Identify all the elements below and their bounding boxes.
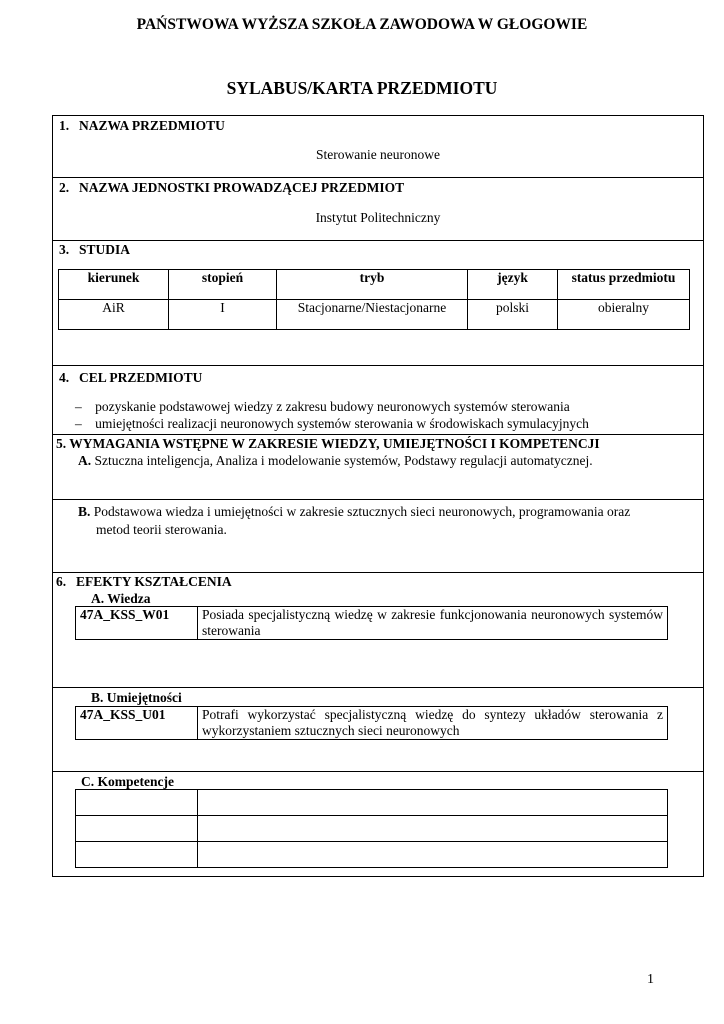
section-learning-outcomes bbox=[53, 573, 703, 876]
knowledge-row bbox=[76, 607, 668, 640]
studies-header-row bbox=[59, 270, 690, 300]
section-2-heading bbox=[59, 180, 404, 196]
skills-label: B. Umiejętności bbox=[91, 690, 182, 705]
dash-icon: – bbox=[75, 416, 82, 431]
course-name-value: Sterowanie neuronowe bbox=[315, 147, 441, 162]
school-name: PAŃSTWOWA WYŻSZA SZKOŁA ZAWODOWA W GŁOGOWIE bbox=[136, 16, 588, 33]
section-3-title: STUDIA bbox=[79, 242, 131, 257]
section-prerequisites bbox=[53, 435, 703, 573]
dash-icon: – bbox=[75, 399, 82, 414]
section-6-number: 6. bbox=[56, 574, 67, 589]
section-course-goal bbox=[53, 366, 703, 436]
col-header: kierunek bbox=[59, 270, 169, 300]
col-header: tryb bbox=[277, 270, 468, 300]
section-4-number: 4. bbox=[59, 370, 70, 385]
section-studies bbox=[53, 241, 703, 366]
studies-table bbox=[58, 269, 690, 330]
section-1-number: 1. bbox=[59, 118, 70, 133]
goal-item-text: umiejętności realizacji neuronowych systemów sterowania w środowiskach symulacyjnych bbox=[95, 416, 589, 431]
section-unit bbox=[53, 178, 703, 241]
cell: I bbox=[169, 300, 277, 330]
divider bbox=[53, 687, 703, 688]
competences-label: C. Kompetencje bbox=[81, 774, 174, 789]
cell bbox=[76, 816, 198, 842]
knowledge-table bbox=[75, 606, 668, 640]
divider bbox=[53, 771, 703, 772]
cell bbox=[76, 790, 198, 816]
outcome-desc: Potrafi wykorzystać specjalistyczną wiedzę do syntezy układów sterowania z wykorzystaniem sztucznych sieci neuronowych bbox=[198, 707, 668, 740]
cell: polski bbox=[468, 300, 558, 330]
outcome-desc: Posiada specjalistyczną wiedzę w zakresie funkcjonowania neuronowych systemów sterowania bbox=[198, 607, 668, 640]
syllabus-frame bbox=[52, 115, 704, 877]
knowledge-label: A. Wiedza bbox=[91, 591, 151, 606]
competence-row bbox=[76, 816, 668, 842]
prereq-b bbox=[78, 504, 630, 520]
section-4-title: CEL PRZEDMIOTU bbox=[79, 370, 203, 385]
cell bbox=[198, 816, 668, 842]
skills-row bbox=[76, 707, 668, 740]
skills-table bbox=[75, 706, 668, 740]
goal-item bbox=[75, 416, 589, 432]
section-3-number: 3. bbox=[59, 242, 70, 257]
section-5-heading: 5. WYMAGANIA WSTĘPNE W ZAKRESIE WIEDZY, UMIEJĘTNOŚCI I KOMPETENCJI bbox=[56, 436, 600, 451]
col-header: stopień bbox=[169, 270, 277, 300]
section-6-title: EFEKTY KSZTAŁCENIA bbox=[76, 574, 232, 589]
competence-row bbox=[76, 842, 668, 868]
competences-table bbox=[75, 789, 668, 868]
prereq-a-label: A. bbox=[78, 453, 92, 468]
goal-item bbox=[75, 399, 570, 415]
outcome-code: 47A_KSS_W01 bbox=[76, 607, 198, 640]
col-header: język bbox=[468, 270, 558, 300]
cell bbox=[198, 842, 668, 868]
cell bbox=[76, 842, 198, 868]
unit-value: Instytut Politechniczny bbox=[315, 210, 441, 225]
cell: AiR bbox=[59, 300, 169, 330]
prereq-b-text-cont: metod teorii sterowania. bbox=[96, 522, 227, 537]
prereq-a bbox=[78, 453, 593, 469]
prereq-b-label: B. bbox=[78, 504, 91, 519]
goal-item-text: pozyskanie podstawowej wiedzy z zakresu budowy neuronowych systemów sterowania bbox=[95, 399, 570, 414]
prereq-a-text: Sztuczna inteligencja, Analiza i modelowanie systemów, Podstawy regulacji automatycznej. bbox=[94, 453, 593, 468]
section-1-title: NAZWA PRZEDMIOTU bbox=[79, 118, 225, 133]
outcome-code: 47A_KSS_U01 bbox=[76, 707, 198, 740]
page-number: 1 bbox=[647, 972, 654, 987]
cell: Stacjonarne/Niestacjonarne bbox=[277, 300, 468, 330]
cell bbox=[198, 790, 668, 816]
cell: obieralny bbox=[558, 300, 690, 330]
competence-row bbox=[76, 790, 668, 816]
col-header: status przedmiotu bbox=[558, 270, 690, 300]
section-6-heading bbox=[56, 574, 232, 590]
section-3-heading bbox=[59, 242, 130, 258]
section-2-title: NAZWA JEDNOSTKI PROWADZĄCEJ PRZEDMIOT bbox=[79, 180, 405, 195]
section-2-number: 2. bbox=[59, 180, 70, 195]
document-title: SYLABUS/KARTA PRZEDMIOTU bbox=[226, 78, 498, 98]
section-course-name bbox=[53, 116, 703, 178]
section-4-heading bbox=[59, 370, 202, 386]
studies-row bbox=[59, 300, 690, 330]
section-1-heading bbox=[59, 118, 225, 134]
divider bbox=[53, 499, 703, 500]
prereq-b-text: Podstawowa wiedza i umiejętności w zakresie sztucznych sieci neuronowych, programowania oraz bbox=[93, 504, 631, 519]
